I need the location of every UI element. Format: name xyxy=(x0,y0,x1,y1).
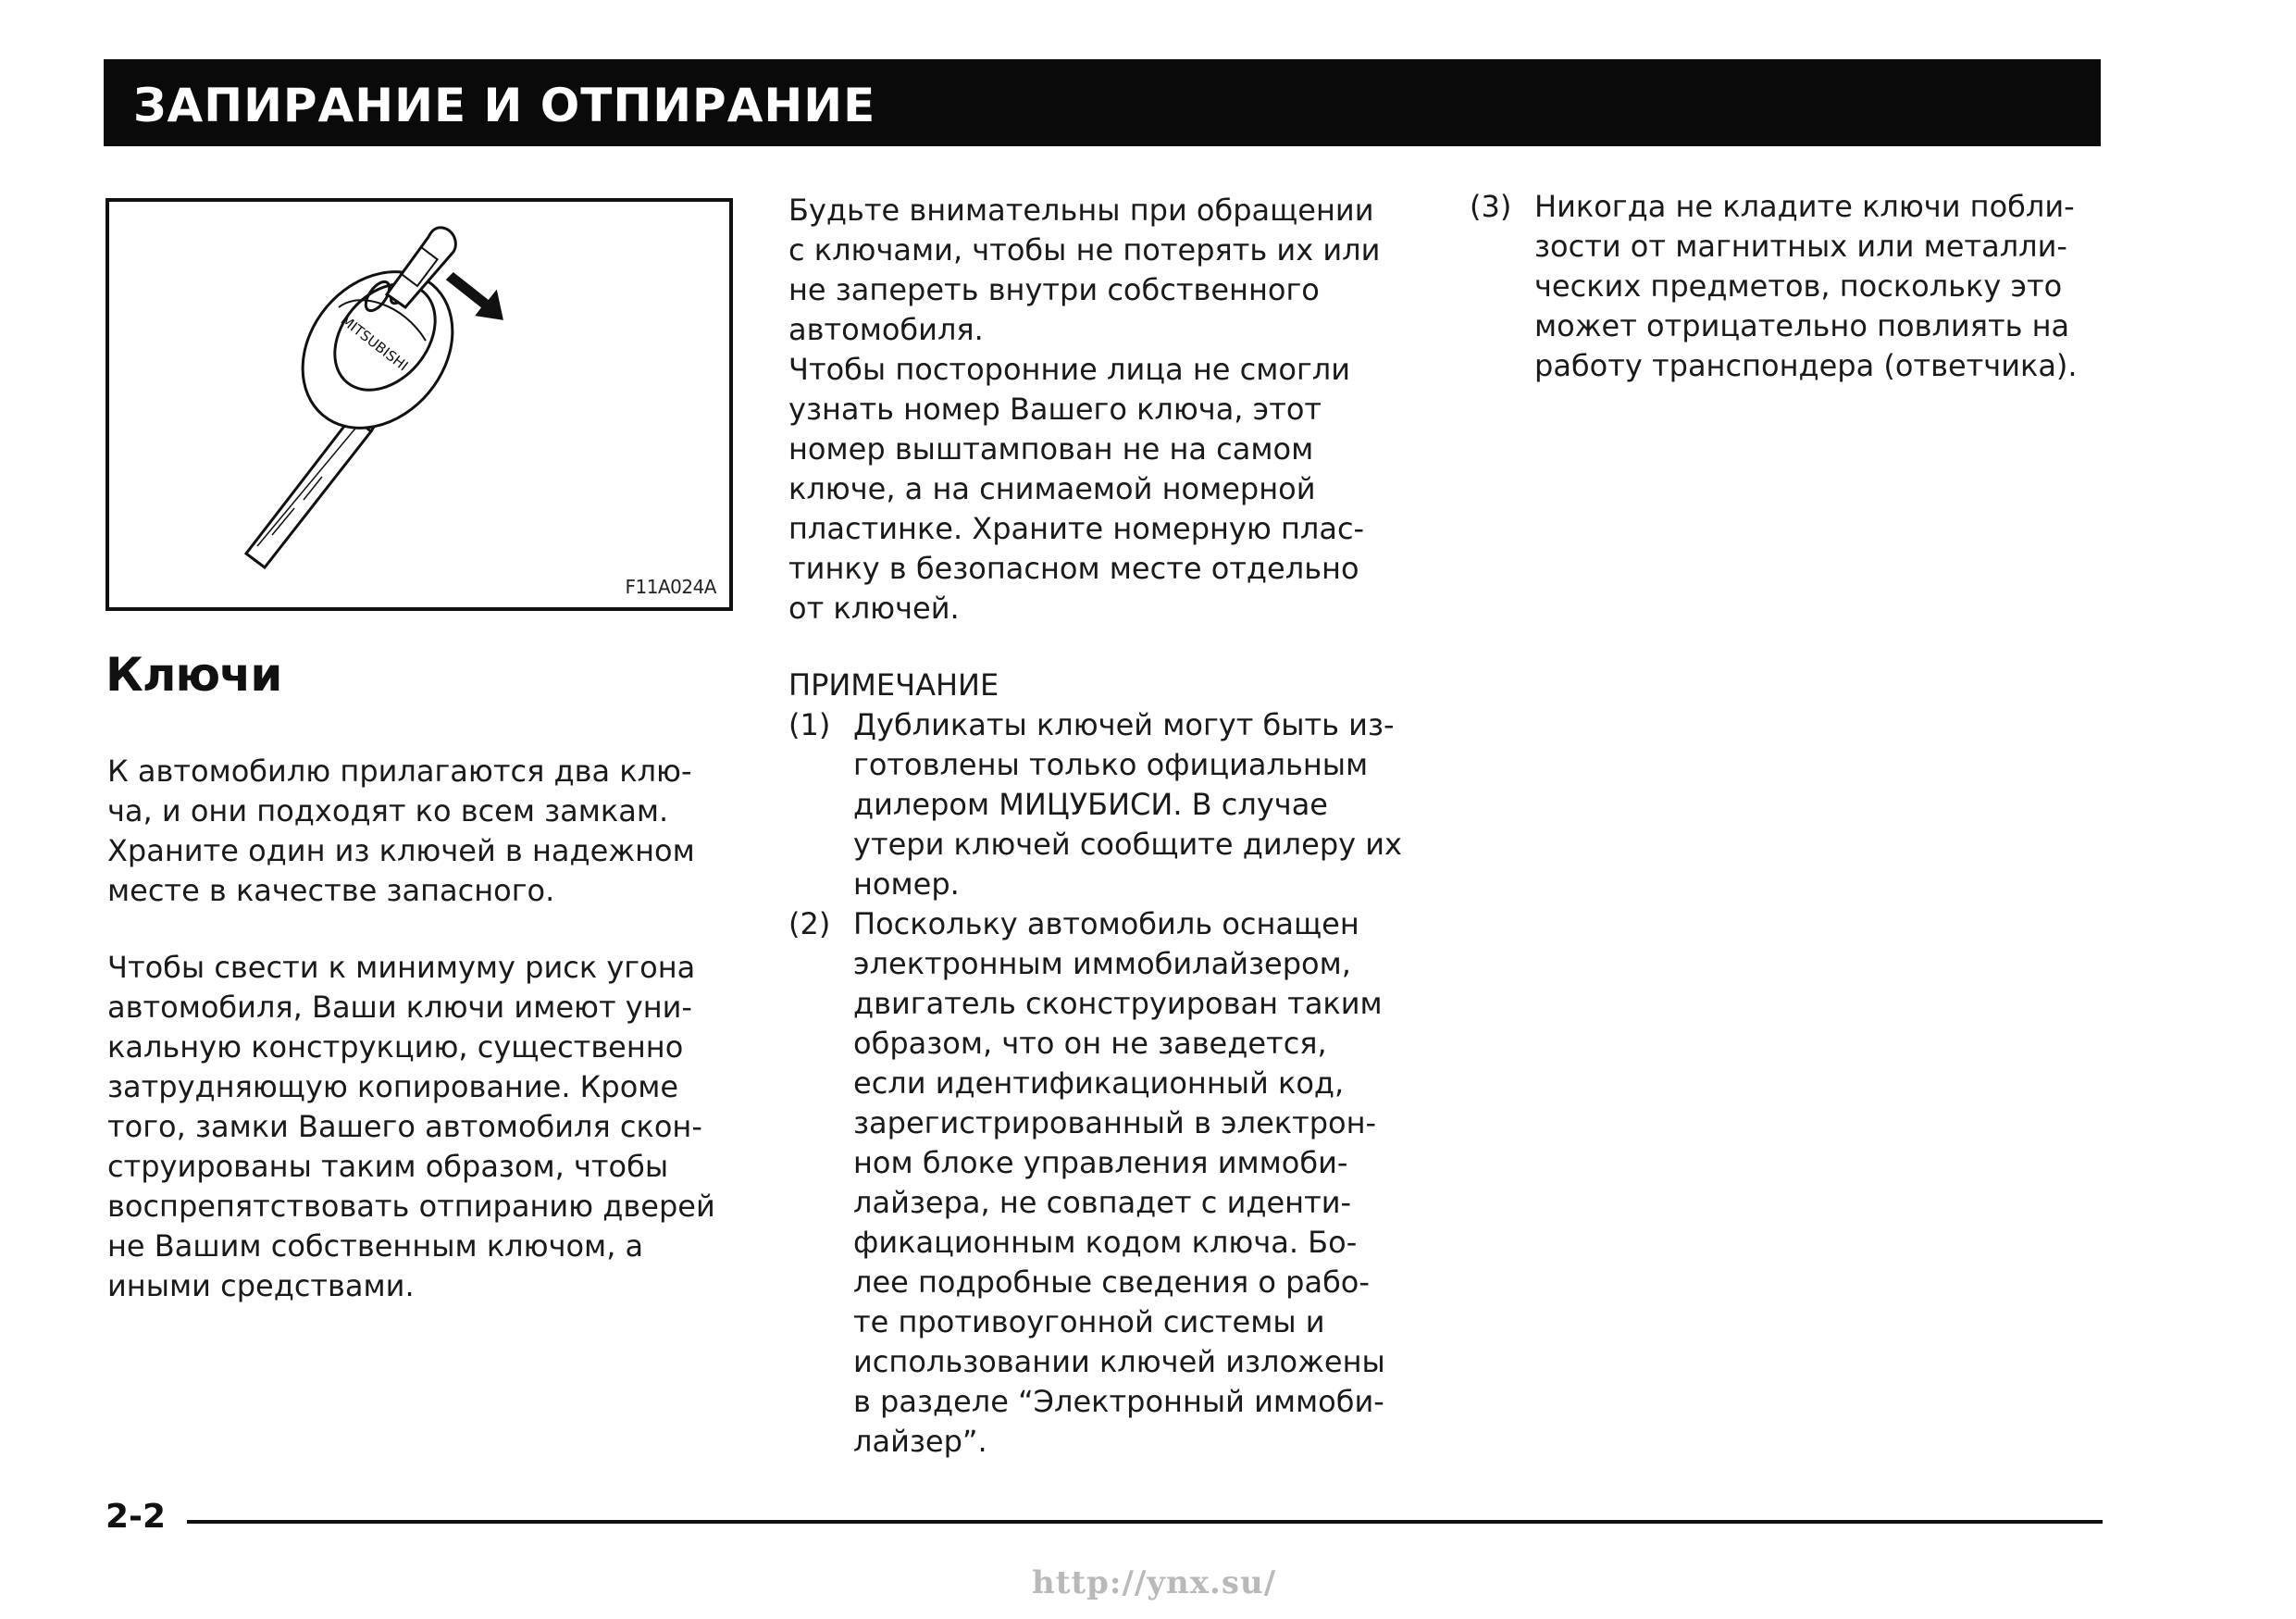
keys-paragraph-1 xyxy=(107,752,733,911)
text-line: номер выштампован не на самом xyxy=(788,431,1314,467)
text-line: те противоугонной системы и xyxy=(853,1304,1325,1339)
figure-code: F11A024A xyxy=(625,576,716,598)
note-number: (3) xyxy=(1470,189,1512,224)
footer-rule xyxy=(187,1520,2103,1524)
watermark: http://ynx.su/ xyxy=(1032,1564,1277,1601)
left-column xyxy=(107,752,733,1306)
text-line: того, замки Вашего автомобиля скон- xyxy=(107,1109,702,1144)
text-line: автомобиля. xyxy=(788,312,984,347)
text-line: зарегистрированный в электрон- xyxy=(853,1105,1377,1140)
note-item-3 xyxy=(1470,187,2099,386)
care-paragraph xyxy=(788,191,1418,350)
text-line: от ключей. xyxy=(788,591,960,626)
text-line: Храните один из ключей в надежном xyxy=(107,833,695,868)
text-line: пластинке. Храните номерную плас- xyxy=(788,511,1365,546)
keys-paragraph-2 xyxy=(107,948,733,1306)
text-line: использовании ключей изложены xyxy=(853,1344,1385,1379)
text-line: тинку в безопасном месте отдельно xyxy=(788,551,1359,586)
note-item-1 xyxy=(788,705,1418,904)
text-line: лее подробные сведения о рабо- xyxy=(853,1264,1370,1300)
text-line: ча, и они подходят ко всем замкам. xyxy=(107,793,669,828)
key-drawing xyxy=(109,202,729,607)
number-plate-paragraph xyxy=(788,350,1418,629)
text-line: затрудняющую копирование. Кроме xyxy=(107,1069,679,1104)
text-line: работу транспондера (ответчика). xyxy=(1534,348,2078,383)
text-line: Поскольку автомобиль оснащен xyxy=(853,906,1359,941)
text-line: воспрепятствовать отпиранию дверей xyxy=(107,1189,715,1224)
text-line: Чтобы посторонние лица не смогли xyxy=(788,352,1350,387)
text-line: электронным иммобилайзером, xyxy=(853,946,1351,981)
text-line: образом, что он не заведется, xyxy=(853,1026,1327,1061)
text-line: лайзера, не совпадет с иденти- xyxy=(853,1185,1352,1220)
text-line: с ключами, чтобы не потерять их или xyxy=(788,232,1381,268)
section-title: Ключи xyxy=(105,648,282,702)
key-brand-label: MITSUBISHI xyxy=(337,311,412,375)
middle-column xyxy=(788,191,1418,1462)
text-line: Дубликаты ключей могут быть из- xyxy=(853,707,1395,742)
text-line: Чтобы свести к минимуму риск угона xyxy=(107,950,696,985)
text-line: К автомобилю прилагаются два клю- xyxy=(107,753,692,789)
text-line: узнать номер Вашего ключа, этот xyxy=(788,392,1322,427)
text-line: ключе, а на снимаемой номерной xyxy=(788,471,1316,506)
text-line: готовлены только официальным xyxy=(853,747,1369,782)
text-line: ческих предметов, поскольку это xyxy=(1534,268,2063,304)
text-line: номер. xyxy=(853,866,960,902)
page-title: ЗАПИРАНИЕ И ОТПИРАНИЕ xyxy=(133,79,876,132)
text-line: ном блоке управления иммоби- xyxy=(853,1145,1348,1180)
note-number: (2) xyxy=(788,906,831,941)
text-line: месте в качестве запасного. xyxy=(107,873,555,908)
text-line: если идентификационный код, xyxy=(853,1065,1345,1101)
key-illustration xyxy=(105,198,733,611)
right-column xyxy=(1470,187,2099,386)
text-line: струированы таким образом, чтобы xyxy=(107,1149,669,1184)
text-line: утери ключей сообщите дилеру их xyxy=(853,827,1402,862)
text-line: Никогда не кладите ключи побли- xyxy=(1534,189,2075,224)
text-line: не Вашим собственным ключом, а xyxy=(107,1228,644,1264)
text-line: зости от магнитных или металли- xyxy=(1534,229,2067,264)
text-line: в разделе “Электронный иммоби- xyxy=(853,1384,1384,1419)
text-line: не запереть внутри собственного xyxy=(788,272,1320,307)
note-heading: ПРИМЕЧАНИЕ xyxy=(788,667,999,703)
note-number: (1) xyxy=(788,707,831,742)
note-item-2 xyxy=(788,904,1418,1462)
text-line: кальную конструкцию, существенно xyxy=(107,1029,684,1065)
text-line: может отрицательно повлиять на xyxy=(1534,308,2070,343)
text-line: фикационным кодом ключа. Бо- xyxy=(853,1225,1358,1260)
text-line: иными средствами. xyxy=(107,1268,415,1303)
text-line: дилером МИЦУБИСИ. В случае xyxy=(853,787,1328,822)
text-line: автомобиля, Ваши ключи имеют уни- xyxy=(107,990,692,1025)
text-line: Будьте внимательны при обращении xyxy=(788,193,1374,228)
text-line: двигатель сконструирован таким xyxy=(853,986,1383,1021)
text-line: лайзер”. xyxy=(853,1424,987,1459)
page-number: 2-2 xyxy=(105,1498,167,1536)
